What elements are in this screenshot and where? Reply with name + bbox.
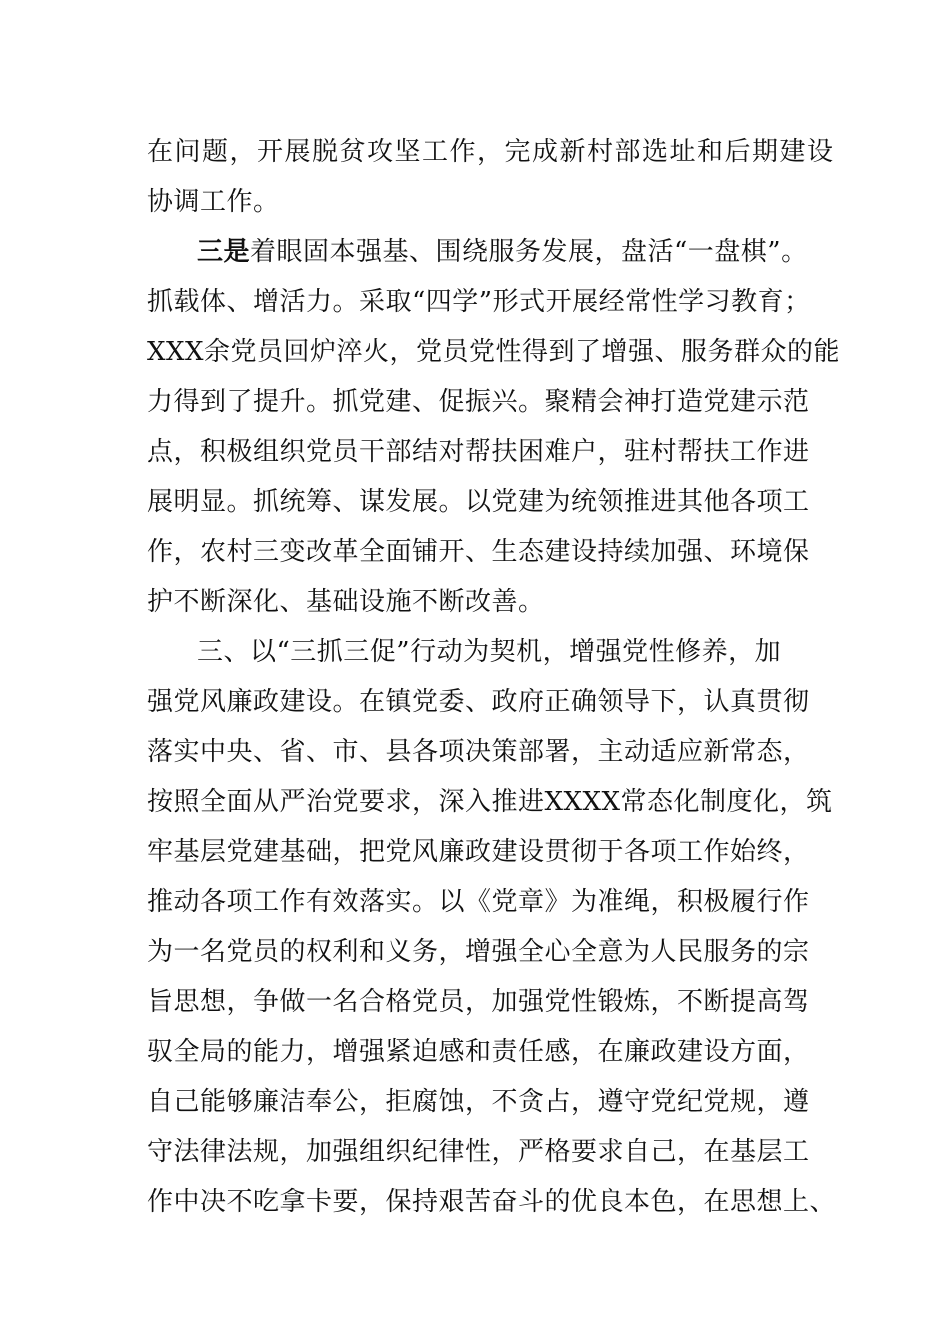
section-heading-line: 三、以“三抓三促”行动为契机，增强党性修养，加	[197, 637, 782, 667]
text-line-continuation: 着眼固本强基、围绕服务发展，盘活“一盘棋”。	[250, 237, 808, 267]
text-line: XXX余党员回炉淬火，党员党性得到了增强、服务群众的能	[147, 337, 841, 367]
text-line: 旨思想，争做一名合格党员，加强党性锻炼，不断提高驾	[147, 987, 810, 1017]
text-line: 落实中央、省、市、县各项决策部署，主动适应新常态，	[147, 737, 810, 767]
text-line: 作中决不吃拿卡要，保持艰苦奋斗的优良本色，在思想上、	[147, 1187, 837, 1217]
text-line: 牢基层党建基础，把党风廉政建设贯彻于各项工作始终，	[147, 837, 810, 867]
text-line: 自己能够廉洁奉公，拒腐蚀，不贪占，遵守党纪党规，遵	[147, 1087, 810, 1117]
text-line: 守法律法规，加强组织纪律性，严格要求自己，在基层工	[147, 1137, 810, 1167]
text-line: 按照全面从严治党要求，深入推进XXXX常态化制度化，筑	[147, 787, 833, 817]
text-line	[197, 237, 808, 267]
text-line: 力得到了提升。抓党建、促振兴。聚精会神打造党建示范	[147, 387, 810, 417]
text-line: 驭全局的能力，增强紧迫感和责任感，在廉政建设方面，	[147, 1037, 810, 1067]
text-line: 护不断深化、基础设施不断改善。	[147, 587, 545, 617]
text-line: 展明显。抓统筹、谋发展。以党建为统领推进其他各项工	[147, 487, 810, 517]
text-line: 协调工作。	[147, 187, 280, 217]
text-line: 作，农村三变改革全面铺开、生态建设持续加强、环境保	[147, 537, 810, 567]
text-line: 抓载体、增活力。采取“四学”形式开展经常性学习教育；	[147, 287, 811, 317]
text-line: 在问题，开展脱贫攻坚工作，完成新村部选址和后期建设	[147, 137, 835, 167]
text-line: 强党风廉政建设。在镇党委、政府正确领导下，认真贯彻	[147, 687, 810, 717]
text-line: 推动各项工作有效落实。以《党章》为准绳，积极履行作	[147, 887, 810, 917]
bold-lead-text: 三是	[197, 237, 251, 267]
text-line: 点，积极组织党员干部结对帮扶困难户，驻村帮扶工作进	[147, 437, 810, 467]
text-line: 为一名党员的权利和义务，增强全心全意为人民服务的宗	[147, 937, 810, 967]
